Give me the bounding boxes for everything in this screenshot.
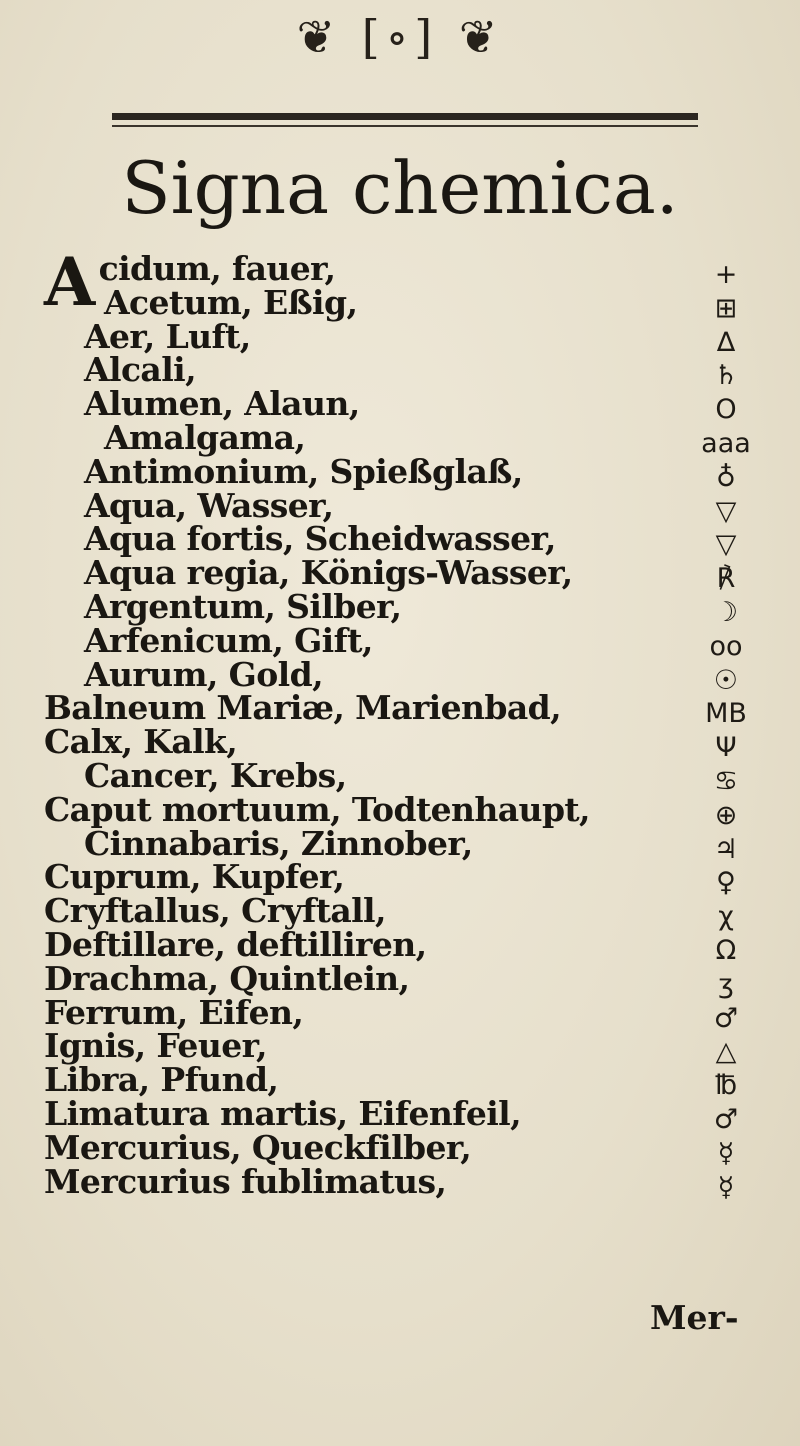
entry-row (44, 1026, 694, 1066)
entry-row (44, 891, 694, 931)
alchemical-symbol-icon: ☿ (717, 1171, 735, 1203)
entry-row (44, 553, 694, 593)
alchemical-symbol-icon: O (715, 394, 737, 426)
header-ornament: ❦ [∘] ❦ (296, 10, 504, 64)
entry-row (44, 417, 694, 457)
entry-text: Alumen, Alaun, (84, 384, 360, 424)
alchemical-symbol-icon: Ω (715, 934, 737, 966)
entry-row (44, 384, 694, 424)
entry-row (44, 654, 694, 694)
entry-text: Cuprum, Kupfer, (44, 857, 345, 897)
entry-text: Arfenicum, Gift, (84, 620, 373, 660)
entry-text: Argentum, Silber, (84, 586, 402, 626)
entry-row (44, 755, 694, 795)
alchemical-symbol-icon: ♋ (713, 765, 739, 797)
alchemical-symbol-icon: ℟ (716, 563, 736, 595)
entry-text: Aer, Luft, (84, 316, 251, 356)
entry-text: Libra, Pfund, (44, 1060, 279, 1100)
catchword: Mer- (650, 1298, 739, 1337)
entry-text: Cinnabaris, Zinnober, (84, 823, 473, 863)
alchemical-symbol-icon: ∆ (716, 326, 736, 358)
alchemical-symbol-icon: ⊕ (714, 799, 738, 831)
entry-text: Caput mortuum, Todtenhaupt, (44, 789, 590, 829)
alchemical-symbol-icon: ℔ (714, 1070, 738, 1102)
entry-text: Aqua fortis, Scheidwasser, (84, 519, 556, 559)
header-rule-thin (112, 125, 698, 127)
entry-text: Ignis, Feuer, (44, 1026, 267, 1066)
entry-text: Calx, Kalk, (44, 722, 238, 762)
entry-text: Aurum, Gold, (84, 654, 323, 694)
entry-row (44, 485, 694, 525)
entry-row (44, 1060, 694, 1100)
entry-row (44, 350, 694, 390)
entry-row (44, 857, 694, 897)
alchemical-symbol-icon: △ (715, 1036, 737, 1068)
entry-row (44, 958, 694, 998)
entry-row (44, 282, 694, 322)
entry-row (44, 688, 694, 728)
entry-text: Balneum Mariæ, Marienbad, (44, 688, 562, 728)
header-rule-thick (112, 113, 698, 120)
page-title: Signa chemica. (121, 146, 679, 230)
alchemical-symbol-icon: ▽ (715, 495, 737, 527)
entry-row (44, 1093, 694, 1133)
alchemical-symbol-icon: aaa (701, 427, 751, 459)
entry-row (44, 316, 694, 356)
entry-text: Amalgama, (104, 417, 306, 457)
alchemical-symbol-icon: χ (718, 901, 734, 933)
entry-text: Aqua regia, Königs-Wasser, (84, 553, 573, 593)
alchemical-symbol-icon: ☿ (717, 1137, 735, 1169)
entry-row (44, 722, 694, 762)
entry-text: Alcali, (84, 350, 196, 390)
alchemical-symbol-icon: ♄ (713, 360, 739, 392)
alchemical-symbol-icon: + (714, 259, 738, 290)
alchemical-symbol-icon: ☽ (713, 596, 739, 628)
alchemical-symbol-icon: MB (705, 698, 747, 730)
symbol-column (696, 258, 756, 1204)
entry-text: Mercurius, Queckfilber, (44, 1127, 472, 1167)
alchemical-symbol-icon: ♃ (713, 833, 739, 865)
entry-text: Cryftallus, Cryftall, (44, 891, 386, 931)
entry-row (44, 823, 694, 863)
entry-list (44, 243, 694, 1201)
alchemical-symbol-icon: ⊞ (714, 292, 738, 324)
entry-row (44, 451, 694, 491)
alchemical-symbol-icon: ▽ (715, 529, 737, 561)
entry-row (44, 924, 694, 964)
alchemical-symbol-icon: Ψ (715, 732, 737, 764)
entry-row (44, 1127, 694, 1167)
entry-text: Acetum, Eßig, (104, 282, 358, 322)
entry-row (44, 1161, 694, 1201)
alchemical-symbol-icon: oo (709, 630, 743, 662)
drop-cap: A (44, 243, 95, 321)
alchemical-symbol-icon: ♂ (713, 1002, 739, 1034)
entry-text: Drachma, Quintlein, (44, 958, 410, 998)
entry-text: Ferrum, Eifen, (44, 992, 304, 1032)
alchemical-symbol-icon: ☉ (713, 664, 739, 696)
alchemical-symbol-icon: ♁ (716, 461, 736, 493)
entry-text: Mercurius fublimatus, (44, 1161, 447, 1201)
alchemical-symbol-icon: ♀ (716, 867, 736, 899)
entry-text: Aqua, Wasser, (84, 485, 334, 525)
entry-text: Limatura martis, Eifenfeil, (44, 1093, 521, 1133)
entry-row (44, 789, 694, 829)
entry-text: Antimonium, Spießglaß, (84, 451, 523, 491)
entry-text: Cancer, Krebs, (84, 755, 347, 795)
alchemical-symbol-icon: ʒ (718, 968, 734, 1000)
alchemical-symbol-icon: ♂ (713, 1103, 739, 1135)
entry-text: Deftillare, deftilliren, (44, 924, 427, 964)
entry-row (44, 519, 694, 559)
entry-row (44, 992, 694, 1032)
entry-row (44, 586, 694, 626)
entry-row (44, 620, 694, 660)
entry-text: cidum, fauer, (98, 249, 336, 288)
